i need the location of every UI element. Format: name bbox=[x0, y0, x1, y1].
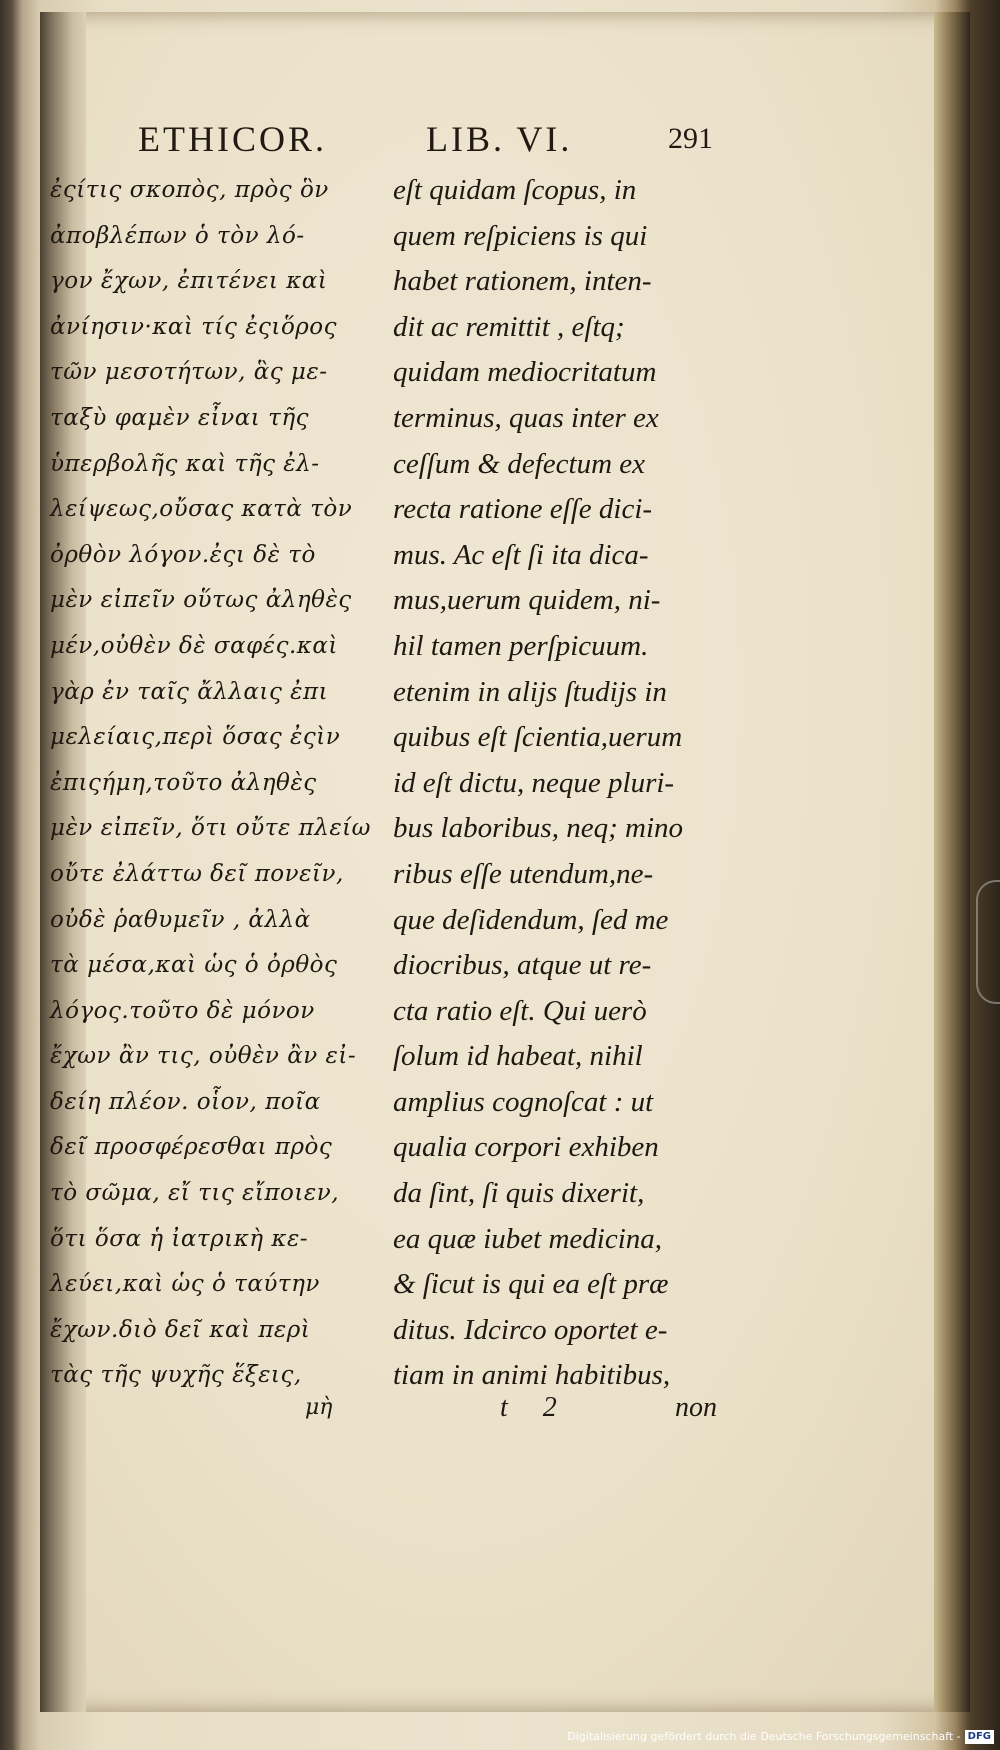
header-title-right: LIB. VI. bbox=[426, 119, 573, 159]
page-clip bbox=[976, 880, 1000, 1004]
latin-catchword: non bbox=[675, 1392, 717, 1423]
latin-text-line: ceſſum & defectum ex bbox=[393, 447, 646, 480]
latin-text-line: tiam in animi habitibus, bbox=[393, 1359, 671, 1392]
latin-text-line: diocribus, atque ut re- bbox=[393, 949, 652, 982]
signature-mark: t 2 bbox=[500, 1392, 571, 1423]
greek-text-line: οὐδὲ ῥαθυμεῖν , ἀλλὰ bbox=[50, 906, 311, 933]
latin-text-line: bus laboribus, neq; mino bbox=[393, 812, 683, 845]
greek-text-line: γον ἔχων, ἐπιτένει καὶ bbox=[50, 268, 328, 295]
greek-text-line: τῶν μεσοτήτων, ἃς με- bbox=[50, 359, 328, 386]
latin-text-line: cta ratio eſt. Qui uerò bbox=[393, 994, 647, 1027]
greek-text-line: τὰ μέσα,καὶ ὡς ὁ ὀρθὸς bbox=[50, 952, 338, 979]
header-title-left: ETHICOR. bbox=[138, 119, 327, 159]
greek-text-line: οὔτε ἐλάττω δεῖ πονεῖν, bbox=[50, 860, 344, 887]
latin-text-line: recta ratione eſſe dici- bbox=[393, 493, 653, 526]
greek-text-line: μὲν εἰπεῖν, ὅτι οὔτε πλείω bbox=[50, 815, 371, 842]
latin-text-line: ſolum id habeat, nihil bbox=[393, 1040, 643, 1073]
latin-text-line: quibus eſt ſcientia,uerum bbox=[393, 721, 683, 754]
greek-text-line: ἐςίτις σκοπὸς, πρὸς ὃν bbox=[50, 177, 329, 203]
greek-text-line: ἀποβλέπων ὁ τὸν λό- bbox=[50, 222, 305, 249]
greek-catchword: μὴ bbox=[305, 1395, 333, 1420]
greek-text-line: ὅτι ὅσα ἡ ἰατρικὴ κε- bbox=[50, 1225, 309, 1252]
greek-text-line: μὲν εἰπεῖν οὕτως ἀληθὲς bbox=[50, 587, 352, 614]
greek-text-line: δείη πλέον. οἷον, ποῖα bbox=[50, 1088, 321, 1115]
greek-text-line: ἐπιςήμη,τοῦτο ἀληθὲς bbox=[50, 769, 317, 796]
greek-text-column bbox=[50, 168, 380, 1399]
latin-text-line: & ſicut is qui ea eſt præ bbox=[393, 1268, 669, 1301]
latin-text-line: terminus, quas inter ex bbox=[393, 401, 659, 434]
digitization-credit bbox=[567, 1726, 994, 1748]
credit-text: Digitalisierung gefördert durch die Deutsche Forschungsgemeinschaft - bbox=[567, 1730, 961, 1743]
latin-text-line: quidam mediocritatum bbox=[393, 356, 657, 389]
greek-text-line: ὑπερβολῆς καὶ τῆς ἐλ- bbox=[50, 450, 320, 477]
greek-text-line: ἀνίησιν·καὶ τίς ἐςιὅρος bbox=[50, 313, 338, 340]
latin-text-line: hil tamen perſpicuum. bbox=[393, 629, 649, 662]
greek-text-line: ταξὺ φαμὲν εἶναι τῆς bbox=[50, 404, 310, 431]
dfg-logo: DFG bbox=[965, 1730, 994, 1744]
greek-text-line: μέν,οὐθὲν δὲ σαφές.καὶ bbox=[50, 632, 338, 659]
latin-text-line: amplius cognoſcat : ut bbox=[393, 1085, 654, 1118]
latin-text-line: ribus eſſe utendum,ne- bbox=[393, 857, 654, 890]
book-fore-edge bbox=[934, 12, 970, 1712]
latin-text-line: quem reſpiciens is qui bbox=[393, 219, 648, 252]
latin-text-line: mus. Ac eſt ſi ita dica- bbox=[393, 538, 649, 571]
greek-text-line: τὸ σῶμα, εἴ τις εἴποιεν, bbox=[50, 1180, 340, 1207]
latin-text-column bbox=[393, 168, 743, 1399]
latin-text-line: eſt quidam ſcopus, in bbox=[393, 174, 637, 206]
latin-text-line: da ſint, ſi quis dixerit, bbox=[393, 1177, 645, 1210]
greek-text-line: γὰρ ἐν ταῖς ἄλλαις ἐπι bbox=[50, 678, 329, 705]
latin-text-line: id eſt dictu, neque pluri- bbox=[393, 766, 675, 799]
page-number: 291 bbox=[668, 122, 713, 155]
latin-text-line: dit ac remittit , eſtq; bbox=[393, 310, 625, 343]
greek-text-line: ἔχων.διὸ δεῖ καὶ περὶ bbox=[50, 1316, 311, 1343]
greek-text-line: ἔχων ἂν τις, οὐθὲν ἂν εἰ- bbox=[50, 1043, 357, 1070]
greek-text-line: τὰς τῆς ψυχῆς ἕξεις, bbox=[50, 1362, 302, 1389]
latin-text-line: habet rationem, inten- bbox=[393, 265, 652, 298]
latin-text-line: etenim in alijs ſtudijs in bbox=[393, 675, 667, 708]
latin-text-line: ditus. Idcirco oportet e- bbox=[393, 1313, 668, 1346]
greek-text-line: λόγος.τοῦτο δὲ μόνον bbox=[50, 997, 315, 1024]
greek-text-line: μελείαις,περὶ ὅσας ἐςὶν bbox=[50, 724, 341, 751]
greek-text-line: ὀρθὸν λόγον.ἐςι δὲ τὸ bbox=[50, 541, 316, 568]
greek-text-line: λεύει,καὶ ὡς ὁ ταύτην bbox=[50, 1271, 320, 1298]
latin-text-line: que deſidendum, ſed me bbox=[393, 903, 669, 936]
latin-text-line: mus,uerum quidem, ni- bbox=[393, 584, 661, 617]
latin-text-line: ea quæ iubet medicina, bbox=[393, 1222, 663, 1255]
greek-text-line: λείψεως,οὔσας κατὰ τὸν bbox=[50, 496, 353, 523]
greek-text-line: δεῖ προσφέρεσθαι πρὸς bbox=[50, 1134, 333, 1161]
latin-text-line: qualia corpori exhiben bbox=[393, 1131, 659, 1164]
